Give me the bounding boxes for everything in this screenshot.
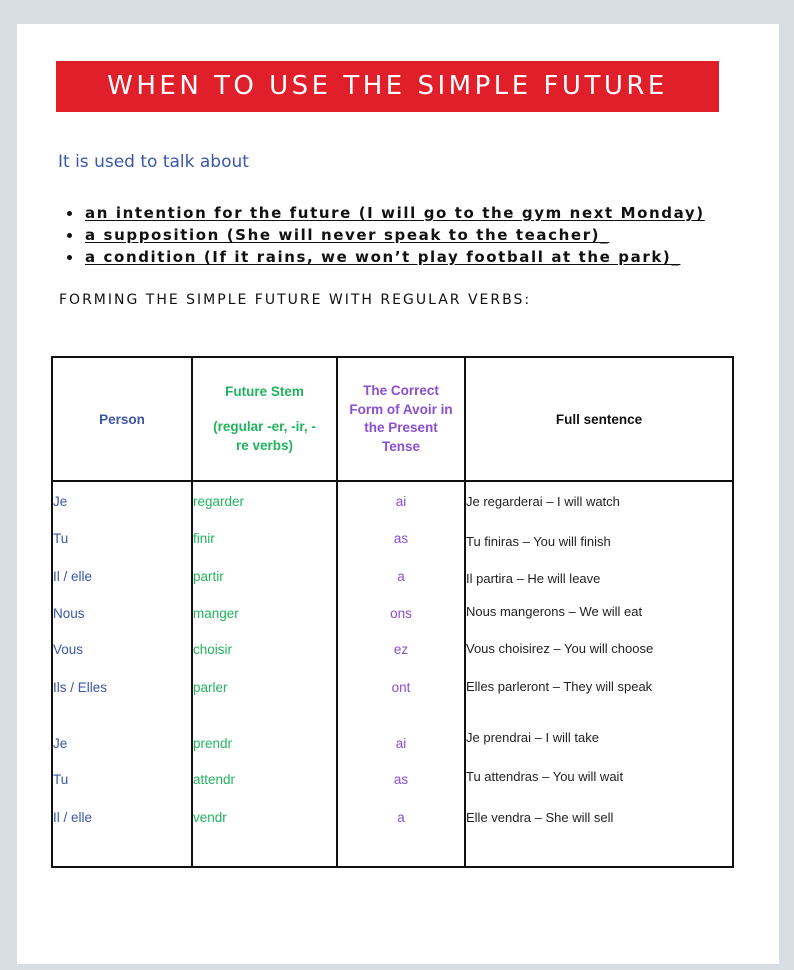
table-cell: Nous mangerons – We will eat (466, 604, 643, 619)
table-cell: parler (193, 680, 228, 695)
conjugation-table (51, 356, 734, 868)
table-cell: Tu attendras – You will wait (466, 769, 624, 784)
header-avoir: The Correct Form of Avoir in the Present Tense (337, 357, 465, 481)
table-cell: Je (53, 494, 68, 509)
table-cell: ont (391, 680, 411, 695)
table-cell: a (397, 810, 405, 825)
section-heading: FORMING THE SIMPLE FUTURE WITH REGULAR VERBS: (59, 292, 532, 308)
table-cell: Vous choisirez – You will choose (466, 641, 654, 656)
usage-text: a condition (If it rains, we won’t play football at the park)_ (85, 248, 681, 266)
table-cell: manger (193, 606, 239, 621)
table-cell: Nous (53, 606, 85, 621)
table-cell: as (393, 772, 409, 787)
table-cell: Je (53, 736, 68, 751)
table-cell: a (397, 569, 405, 584)
table-cell: Vous (53, 642, 84, 657)
table-cell: Il partira – He will leave (466, 571, 601, 586)
person-column (52, 481, 192, 867)
header-person: Person (52, 357, 192, 481)
header-future-stem (192, 357, 337, 481)
intro-text: It is used to talk about (58, 152, 249, 172)
table-cell: Il / elle (53, 810, 93, 825)
table-cell: regarder (193, 494, 245, 509)
bullet-icon (67, 211, 72, 216)
table-cell: choisir (193, 642, 233, 657)
bullet-icon (67, 233, 72, 238)
table-cell: vendr (193, 810, 227, 825)
page-title: WHEN TO USE THE SIMPLE FUTURE (56, 61, 719, 112)
avoir-column (337, 481, 465, 867)
table-cell: attendr (193, 772, 236, 787)
table-body (52, 481, 733, 867)
header-stem-note: (regular -er, -ir, - re verbs) (213, 418, 316, 453)
table-cell: Tu finiras – You will finish (466, 534, 611, 549)
table-cell: Il / elle (53, 569, 93, 584)
table-cell: as (393, 531, 409, 546)
header-stem-title: Future Stem (225, 383, 304, 399)
table-cell: Tu (53, 531, 69, 546)
table-cell: ai (395, 736, 407, 751)
bullet-icon (67, 255, 72, 260)
table-header-row (52, 357, 733, 481)
full-sentence-column (465, 481, 733, 867)
table-cell: ons (390, 606, 412, 621)
stem-column (192, 481, 337, 867)
table-cell: prendr (193, 736, 233, 751)
table-cell: Je prendrai – I will take (466, 730, 599, 745)
usage-text: a supposition (She will never speak to the teacher)_ (85, 226, 610, 244)
table-cell: ez (393, 642, 409, 657)
table-cell: partir (193, 569, 224, 584)
header-full-sentence: Full sentence (465, 357, 733, 481)
table-cell: Tu (53, 772, 69, 787)
document-page (17, 24, 779, 964)
table-cell: Elles parleront – They will speak (466, 679, 653, 694)
usage-text: an intention for the future (I will go to the gym next Monday) (85, 204, 705, 222)
table-cell: Elle vendra – She will sell (466, 810, 614, 825)
table-cell: Ils / Elles (53, 680, 108, 695)
table-cell: Je regarderai – I will watch (466, 494, 620, 509)
table-cell: ai (395, 494, 407, 509)
table-cell: finir (193, 531, 215, 546)
